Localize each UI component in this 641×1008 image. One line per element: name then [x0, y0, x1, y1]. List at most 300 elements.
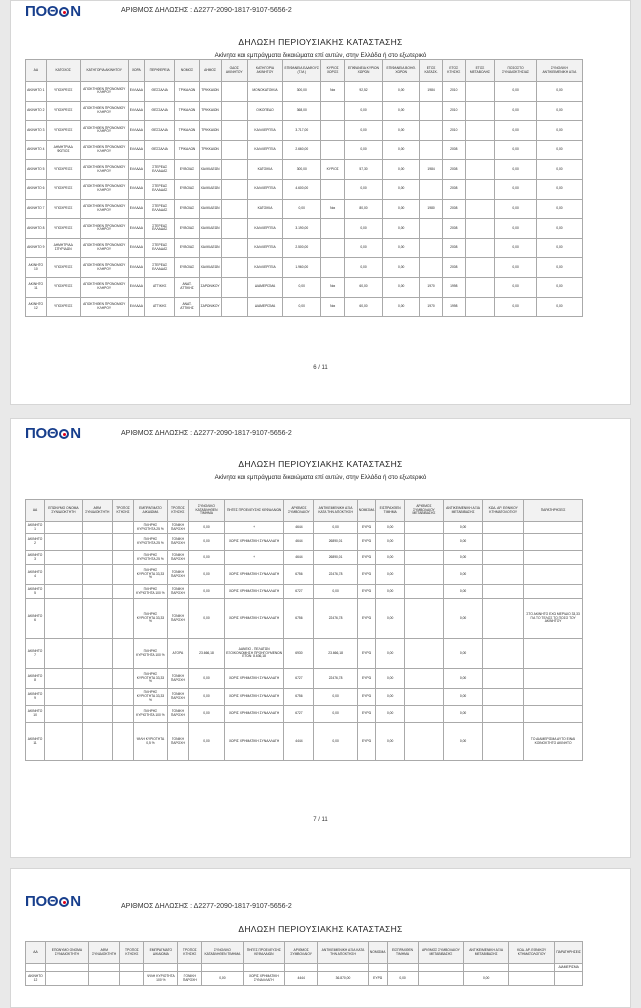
table-cell: ΕΥΒΟΙΑΣ	[175, 238, 199, 258]
table-row	[26, 551, 583, 565]
table-cell: 23.666,18	[189, 639, 225, 669]
table-cell: 0,00	[189, 534, 225, 551]
table-cell: ΜΟΝΟΚΑΤΟΙΚΙΑ	[247, 82, 282, 102]
table-cell: 0,00	[189, 522, 225, 534]
table-cell: ΑΚΙΝΗΤΟ 9	[26, 689, 45, 706]
table-cell: ΕΥΡΩ	[357, 723, 376, 761]
table-cell	[465, 238, 495, 258]
column-header: ΤΡΟΠΟΣ ΚΤΗΣΗΣ	[112, 500, 133, 522]
table-cell: 0,00	[189, 585, 225, 599]
page-header	[11, 419, 630, 449]
table-cell: ΔΗΜΗΤΡΙΑΔ ΦΩΤΙΟΣ	[46, 140, 80, 160]
table-cell: ΕΛΛΑΔΑ	[128, 160, 144, 180]
table-cell: 0,00	[495, 101, 536, 121]
table-cell	[420, 121, 443, 141]
document-page-7	[10, 418, 631, 858]
table-cell: 2010	[443, 121, 466, 141]
table-cell	[45, 706, 83, 723]
table-cell: ΑΚΙΝΗΤΟ 1	[26, 522, 45, 534]
table-cell: ΚΑΛΛΙΕΡΓΕΙΑ	[247, 258, 282, 278]
table-row	[26, 639, 583, 669]
table-cell: ΑΝΑΤ. ΑΤΤΙΚΗΣ	[175, 277, 199, 297]
table-cell	[387, 964, 418, 972]
table-cell: ΑΠΟΚΤΗΘΕΝ ΠΡΟΝΟΜΙΟΥ ΚΛΗΡΟΥ	[80, 297, 128, 317]
table-cell: 2008	[443, 160, 466, 180]
table-cell: ΕΛΛΑΔΑ	[128, 258, 144, 278]
table-cell: ΠΛΗΡΗΣ ΚΥΡΙΟΤΗΤΑ 100 %	[134, 585, 167, 599]
table-cell	[221, 101, 247, 121]
column-header: ΠΟΣΟΣΤΟ ΣΥΝΙΔΙΟΚΤΗΣΙΑΣ	[495, 60, 536, 82]
table-cell: 0,00	[376, 522, 405, 534]
table-cell: ΘΕΣΣΑΛΙΑ	[144, 101, 174, 121]
table-cell: 0,00	[536, 101, 582, 121]
table-cell: ΑΚΙΝΗΤΟ 2	[26, 101, 47, 121]
column-header: ΠΗΓΕΣ ΠΡΟΕΛΕΥΣΗΣ ΚΕΦΑΛΑΙΩΝ	[224, 500, 284, 522]
column-header: ΑΑ	[26, 942, 46, 964]
page-number: 6 / 11	[313, 365, 328, 371]
property-table	[25, 59, 583, 317]
column-header: ΕΤΟΣ ΜΕΤΑΒΟΛΗΣ	[465, 60, 495, 82]
table-cell	[112, 723, 133, 761]
column-header: ΚΑΤΗΓΟΡΙΑ ΑΚΙΝΗΤΟΥ	[80, 60, 128, 82]
table-cell: ΕΥΡΩ	[357, 639, 376, 669]
table-cell: 0,00	[189, 706, 225, 723]
table-cell: 6756	[284, 565, 314, 585]
table-cell: ΑΚΙΝΗΤΟ 11	[26, 277, 47, 297]
table-cell: ΠΛΗΡΗΣ ΚΥΡΙΟΤΗΤΑ 25 %	[134, 551, 167, 565]
table-cell	[524, 669, 583, 689]
table-cell: 0,00	[376, 706, 405, 723]
table-cell: 0,00	[536, 297, 582, 317]
table-cell	[178, 964, 202, 972]
table-cell: ΚΑΛΛΙΕΡΓΕΙΑ	[247, 121, 282, 141]
declaration-number: ΑΡΙΘΜΟΣ ΔΗΛΩΣΗΣ : Δ2277-2090-1817-9107-5656-2	[121, 903, 292, 910]
table-cell: ΕΛΛΑΔΑ	[128, 199, 144, 219]
table-cell: 0,00	[495, 277, 536, 297]
table-cell: 0,00	[189, 723, 225, 761]
table-cell: ΧΩΡΙΣ ΧΡΗΜΑΤΙΚΗ ΣΥΝΑΛΛΑΓΗ	[224, 565, 284, 585]
table-cell	[483, 706, 524, 723]
table-cell: 2008	[443, 219, 466, 239]
table-cell: +	[224, 522, 284, 534]
table-cell: Ναι	[321, 277, 344, 297]
table-cell: 3.717,00	[283, 121, 321, 141]
table-cell: ΧΩΡΙΣ ΧΡΗΜΑΤΙΚΗ ΣΥΝΑΛΛΑΓΗ	[224, 534, 284, 551]
table-cell	[465, 179, 495, 199]
table-cell: ΕΥΡΩ	[357, 689, 376, 706]
table-cell: 0,00	[383, 160, 420, 180]
table-cell	[112, 689, 133, 706]
table-cell: ΧΑΛΚΙΔΕΩΝ	[199, 199, 221, 219]
column-header: ΟΔΟΣ ΑΚΙΝΗΤΟΥ	[221, 60, 247, 82]
table-cell: 0,00	[443, 585, 482, 599]
document-title: ΔΗΛΩΣΗ ΠΕΡΙΟΥΣΙΑΚΗΣ ΚΑΤΑΣΤΑΣΗΣ	[238, 924, 403, 934]
table-cell: ΥΠΟΧΡΕΟΣ	[46, 101, 80, 121]
table-cell: ΑΚΙΝΗΤΟ 9	[26, 238, 47, 258]
table-row	[26, 669, 583, 689]
table-cell	[82, 689, 112, 706]
table-cell	[524, 689, 583, 706]
table-cell: 0,00	[376, 565, 405, 585]
table-cell: ΧΩΡΙΣ ΧΡΗΜΑΤΙΚΗ ΣΥΝΑΛΛΑΓΗ	[224, 599, 284, 639]
table-cell: ΓΟΝΙΚΗ ΠΑΡΟΧΗ	[167, 551, 189, 565]
table-row	[26, 689, 583, 706]
table-cell	[321, 179, 344, 199]
table-cell: 2008	[443, 258, 466, 278]
column-header: ΠΗΓΕΣ ΠΡΟΕΛΕΥΣΗΣ ΚΕΦΑΛΑΙΩΝ	[243, 942, 285, 964]
table-cell: ΥΠΟΧΡΕΟΣ	[46, 160, 80, 180]
table-cell	[524, 706, 583, 723]
table-cell: ΤΡΙΚΚΑΙΩΝ	[199, 101, 221, 121]
table-cell: ΨΙΛΗ ΚΥΡΙΟΤΗΤΑ 100 %	[144, 972, 178, 986]
table-cell	[45, 723, 83, 761]
table-cell	[321, 219, 344, 239]
table-cell	[318, 964, 369, 972]
table-cell: ΠΛΗΡΗΣ ΚΥΡΙΟΤΗΤΑ 25 %	[134, 522, 167, 534]
table-cell: ΤΡΙΚΑΛΩΝ	[175, 121, 199, 141]
table-cell: ΠΛΗΡΗΣ ΚΥΡΙΟΤΗΤΑ 25 %	[134, 534, 167, 551]
table-cell	[45, 522, 83, 534]
table-cell: 0,00	[495, 140, 536, 160]
table-cell: ΑΠΟΚΤΗΘΕΝ ΠΡΟΝΟΜΙΟΥ ΚΛΗΡΟΥ	[80, 258, 128, 278]
table-cell: ΚΑΛΛΙΕΡΓΕΙΑ	[247, 219, 282, 239]
table-cell	[524, 585, 583, 599]
table-cell: 0,00	[202, 972, 243, 986]
table-cell: 0,00	[383, 297, 420, 317]
table-cell: 0,00	[314, 723, 357, 761]
table-cell: ΠΛΗΡΗΣ ΚΥΡΙΟΤΗΤΑ 100 %	[134, 706, 167, 723]
table-cell: ΟΙΚΟΠΕΔΟ	[247, 101, 282, 121]
table-cell: 6727	[284, 669, 314, 689]
table-cell: 0,00	[536, 258, 582, 278]
table-cell	[321, 140, 344, 160]
table-cell: 0,00	[383, 258, 420, 278]
table-row	[26, 297, 583, 317]
column-header: ΚΩΔ. ΑΡ. ΕΘΝΙΚΟΥ ΚΤΗΜΑΤΟΛΟΓΙΟΥ	[483, 500, 524, 522]
document-title: ΔΗΛΩΣΗ ΠΕΡΙΟΥΣΙΑΚΗΣ ΚΑΤΑΣΤΑΣΗΣ	[238, 37, 403, 47]
table-cell: ΠΛΗΡΗΣ ΚΥΡΙΟΤΗΤΑ 33,33 %	[134, 689, 167, 706]
table-cell: ΥΠΟΧΡΕΟΣ	[46, 121, 80, 141]
table-cell: ΚΥΡΙΟΣ	[321, 160, 344, 180]
table-cell: ΠΛΗΡΗΣ ΚΥΡΙΟΤΗΤΑ 33,33 %	[134, 669, 167, 689]
table-cell: 2008	[443, 238, 466, 258]
table-cell: 0,00	[314, 689, 357, 706]
table-cell	[405, 689, 444, 706]
table-cell	[88, 964, 119, 972]
table-cell: 0,00	[536, 219, 582, 239]
table-cell	[112, 522, 133, 534]
table-cell: ΧΩΡΙΣ ΧΡΗΜΑΤΙΚΗ ΣΥΝΑΛΛΑΓΗ	[224, 689, 284, 706]
table-cell: ΕΥΡΩ	[357, 551, 376, 565]
table-cell	[45, 534, 83, 551]
table-cell: ΕΥΒΟΙΑΣ	[175, 160, 199, 180]
table-cell: ΧΩΡΙΣ ΧΡΗΜΑΤΙΚΗ ΣΥΝΑΛΛΑΓΗ	[224, 706, 284, 723]
table-cell: 2008	[443, 140, 466, 160]
column-header: ΑΑ	[26, 500, 45, 522]
table-cell: ΥΠΟΧΡΕΟΣ	[46, 258, 80, 278]
table-cell: 300,00	[283, 82, 321, 102]
table-cell: 0,00	[344, 258, 382, 278]
column-header: ΑΦΜ ΣΥΝΙΔΙΟΚΤΗΤΗ	[82, 500, 112, 522]
table-cell	[420, 258, 443, 278]
table-cell	[112, 706, 133, 723]
table-cell: ΕΥΒΟΙΑΣ	[175, 199, 199, 219]
table-cell	[405, 565, 444, 585]
table-cell: ΕΛΛΑΔΑ	[128, 121, 144, 141]
table-cell: Ναι	[321, 297, 344, 317]
table-cell	[112, 551, 133, 565]
table-cell: 0,00	[344, 101, 382, 121]
table-cell: 2010	[443, 82, 466, 102]
table-cell	[285, 964, 318, 972]
table-cell: 1984	[420, 82, 443, 102]
table-cell: ΣΤΕΡΕΑΣ ΕΛΛΑΔΑΣ	[144, 160, 174, 180]
table-row	[26, 199, 583, 219]
table-row	[26, 723, 583, 761]
column-header: ΝΟΜΙΣΜΑ	[368, 942, 387, 964]
table-cell: 0,00	[495, 219, 536, 239]
table-cell: 0,00	[189, 599, 225, 639]
declaration-number: ΑΡΙΘΜΟΣ ΔΗΛΩΣΗΣ : Δ2277-2090-1817-9107-5656-2	[121, 430, 292, 437]
pothen-logo: ΠΟΘ Ν	[25, 893, 81, 910]
table-cell: 0,00	[189, 565, 225, 585]
table-cell: 2.500,00	[283, 238, 321, 258]
table-cell	[243, 964, 285, 972]
table-cell: ΑΚΙΝΗΤΟ 4	[26, 140, 47, 160]
table-cell	[221, 258, 247, 278]
table-cell: ΑΚΙΝΗΤΟ 3	[26, 121, 47, 141]
table-cell	[524, 565, 583, 585]
table-cell: 0,00	[376, 689, 405, 706]
table-cell	[483, 585, 524, 599]
table-cell	[82, 551, 112, 565]
column-header: ΑΝΤΙΚΕΙΜΕΝΙΚΗ ΑΞΙΑ ΚΑΤΑ ΤΗΝ ΑΠΟΚΤΗΣΗ	[318, 942, 369, 964]
table-cell: ΔΑΝΕΙΟ - ΠΕΛΑΤΩΝ ΕΞΟΙΚΟΝΟΜΗΣΗ ΠΡΟΗΓΟΥΜΕΝΩΝ ΕΤΩΝ: 8.636,18	[224, 639, 284, 669]
table-cell: 0,00	[283, 277, 321, 297]
table-cell: Ναι	[321, 82, 344, 102]
table-cell: 26890,01	[314, 551, 357, 565]
table-cell	[420, 238, 443, 258]
column-header: ΚΥΡΙΟΣ ΧΩΡΟΣ	[321, 60, 344, 82]
table-cell: 0,00	[314, 706, 357, 723]
table-cell	[45, 964, 88, 972]
table-cell	[120, 972, 144, 986]
table-cell: 0,00	[344, 219, 382, 239]
table-cell: ΤΡΙΚΑΛΩΝ	[175, 140, 199, 160]
column-header: ΑΡΙΘΜΟΣ ΣΥΜΒΟΛΑΙΟΥ ΜΕΤΑΒΙΒΑΣΗΣ	[418, 942, 464, 964]
table-cell: 22476,78	[314, 599, 357, 639]
page-number: 7 / 11	[313, 817, 328, 823]
table-cell: ΕΛΛΑΔΑ	[128, 140, 144, 160]
table-cell	[221, 277, 247, 297]
table-cell: 1.960,00	[283, 258, 321, 278]
table-cell: ΣΑΡΩΝΙΚΟΥ	[199, 277, 221, 297]
table-cell: 2010	[443, 101, 466, 121]
table-cell: ΑΠΟΚΤΗΘΕΝ ΠΡΟΝΟΜΙΟΥ ΚΛΗΡΟΥ	[80, 219, 128, 239]
table-cell: ΣΤΕΡΕΑΣ ΕΛΛΑΔΑΣ	[144, 238, 174, 258]
column-header: ΕΠΩΝΥΜΟ ΟΝΟΜΑ ΣΥΝΙΔΙΟΚΤΗΤΗ	[45, 500, 83, 522]
table-row	[26, 522, 583, 534]
table-cell	[465, 258, 495, 278]
table-cell: ΠΛΗΡΗΣ ΚΥΡΙΟΤΗΤΑ 33,33 %	[134, 599, 167, 639]
table-cell: 60,00	[344, 277, 382, 297]
table-cell: 0,00	[536, 238, 582, 258]
table-cell: ΥΠΟΧΡΕΟΣ	[46, 297, 80, 317]
table-cell: 0,00	[387, 972, 418, 986]
table-cell	[465, 297, 495, 317]
column-header: ΕΠΙΦΑΝΕΙΑ ΚΥΡΙΩΝ ΧΩΡΩΝ	[344, 60, 382, 82]
table-row	[26, 179, 583, 199]
table-cell: 0,00	[383, 140, 420, 160]
table-cell: ΠΛΗΡΗΣ ΚΥΡΙΟΤΗΤΑ 33,33 %	[134, 565, 167, 585]
table-cell: 0,00	[443, 639, 482, 669]
column-header: ΕΤΟΣ ΚΤΗΣΗΣ	[443, 60, 466, 82]
column-header: ΣΥΝΟΛΙΚΗ ΑΝΤΙΚΕΙΜΕΝΙΚΗ ΑΞΙΑ	[536, 60, 582, 82]
column-header: ΠΕΡΙΦΕΡΕΙΑ	[144, 60, 174, 82]
table-cell: ΥΠΟΧΡΕΟΣ	[46, 199, 80, 219]
table-cell: ΕΛΛΑΔΑ	[128, 179, 144, 199]
table-cell	[82, 585, 112, 599]
table-cell: 4644	[284, 551, 314, 565]
column-header: ΑΡΙΘΜΟΣ ΣΥΜΒΟΛΑΙΟΥ ΜΕΤΑΒΙΒΑΣΗΣ	[405, 500, 444, 522]
table-cell	[465, 101, 495, 121]
table-cell	[221, 160, 247, 180]
table-cell: 0,00	[495, 121, 536, 141]
table-cell	[465, 219, 495, 239]
table-row	[26, 121, 583, 141]
column-header: ΚΩΔ. ΑΡ. ΕΘΝΙΚΟΥ ΚΤΗΜΑΤΟΛΟΓΙΟΥ	[509, 942, 555, 964]
table-cell	[82, 534, 112, 551]
column-header: ΣΥΝΟΛΙΚΟ ΚΑΤΑΒΛΗΘΕΝ ΤΙΜΗΜΑ	[189, 500, 225, 522]
table-cell: ΑΚΙΝΗΤΟ 8	[26, 219, 47, 239]
table-row	[26, 277, 583, 297]
column-header: ΕΙΣΠΡΑΧΘΕΝ ΤΙΜΗΜΑ	[387, 942, 418, 964]
table-cell: 0,00	[344, 121, 382, 141]
table-cell: ΨΙΛΗ ΚΥΡΙΟΤΗΤΑ 0,5 %	[134, 723, 167, 761]
table-cell: 0,00	[344, 140, 382, 160]
table-cell: 0,00	[536, 140, 582, 160]
table-cell: ΧΩΡΙΣ ΧΡΗΜΑΤΙΚΗ ΣΥΝΑΛΛΑΓΗ	[243, 972, 285, 986]
table-cell: 0,00	[443, 565, 482, 585]
table-cell: ΤΡΙΚΚΑΙΩΝ	[199, 140, 221, 160]
table-cell	[202, 964, 243, 972]
table-row	[26, 565, 583, 585]
table-cell: 0,00	[495, 297, 536, 317]
table-cell	[420, 219, 443, 239]
table-cell: 57,30	[344, 160, 382, 180]
table-cell: 0,00	[536, 160, 582, 180]
column-header: ΕΠΙΦΑΝΕΙΑ ΕΔΑΦΟΥΣ (Τ.Μ.)	[283, 60, 321, 82]
table-cell	[88, 972, 119, 986]
table-cell	[82, 669, 112, 689]
table-cell	[82, 599, 112, 639]
acquisition-table	[25, 499, 583, 761]
table-cell	[26, 964, 46, 972]
table-cell: ΑΚΙΝΗΤΟ 5	[26, 585, 45, 599]
table-cell: ΧΑΛΚΙΔΕΩΝ	[199, 179, 221, 199]
table-cell: ΘΕΣΣΑΛΙΑ	[144, 121, 174, 141]
table-cell: ΑΝΑΤ. ΑΤΤΙΚΗΣ	[175, 297, 199, 317]
table-cell: 0,00	[536, 121, 582, 141]
table-cell: ΕΥΡΩ	[357, 565, 376, 585]
table-cell: ΓΟΝΙΚΗ ΠΑΡΟΧΗ	[167, 565, 189, 585]
table-cell: ΑΚΙΝΗΤΟ 3	[26, 551, 45, 565]
table-cell	[465, 277, 495, 297]
table-cell: ΑΠΟΚΤΗΘΕΝ ΠΡΟΝΟΜΙΟΥ ΚΛΗΡΟΥ	[80, 140, 128, 160]
table-cell: ΧΩΡΙΣ ΧΡΗΜΑΤΙΚΗ ΣΥΝΑΛΛΑΓΗ	[224, 669, 284, 689]
table-cell: ΕΛΛΑΔΑ	[128, 238, 144, 258]
table-cell: ΔΙΑΜΕΡΙΣΜΑ	[247, 277, 282, 297]
table-cell: 1980	[420, 199, 443, 219]
table-cell: 0,00	[189, 689, 225, 706]
table-cell	[321, 238, 344, 258]
table-cell	[555, 972, 583, 986]
column-header: ΣΥΝΟΛΙΚΟ ΚΑΤΑΒΛΗΘΕΝ ΤΙΜΗΜΑ	[202, 942, 243, 964]
table-cell: ΘΕΣΣΑΛΙΑ	[144, 82, 174, 102]
table-cell: ΣΤΟ ΑΚΙΝΗΤΟ ΕΧΩ ΜΕΡΙΔΙΟ 33,33 ΓΙΑ ΤΟ ΤΕΛΟΣ ΤΟ ΠΟΣΟ ΤΟΥ ΑΚΙΝΗΤΟΥ	[524, 599, 583, 639]
column-header: ΕΙΣΠΡΑΧΘΕΝ ΤΙΜΗΜΑ	[376, 500, 405, 522]
table-cell: 2008	[443, 199, 466, 219]
column-header: ΑΝΤΙΚΕΙΜΕΝΙΚΗ ΑΞΙΑ ΜΕΤΑΒΙΒΑΣΗΣ	[464, 942, 509, 964]
table-cell: ΣΤΕΡΕΑΣ ΕΛΛΑΔΑΣ	[144, 179, 174, 199]
table-cell	[524, 522, 583, 534]
table-cell: 0,00	[376, 599, 405, 639]
table-cell: 0,00	[495, 258, 536, 278]
table-cell: 0,00	[443, 669, 482, 689]
table-cell: ΧΑΛΚΙΔΕΩΝ	[199, 219, 221, 239]
table-cell: 0,00	[495, 238, 536, 258]
table-cell	[112, 534, 133, 551]
table-cell	[483, 551, 524, 565]
table-cell: ΑΤΤΙΚΗΣ	[144, 297, 174, 317]
column-header: ΑΝΤΙΚΕΙΜΕΝΙΚΗ ΑΞΙΑ ΚΑΤΑ ΤΗΝ ΑΠΟΚΤΗΣΗ	[314, 500, 357, 522]
table-cell: 1998	[443, 277, 466, 297]
table-cell: 0,00	[536, 199, 582, 219]
table-cell	[465, 199, 495, 219]
table-cell: ΕΥΡΩ	[357, 522, 376, 534]
table-cell	[45, 585, 83, 599]
table-cell	[405, 534, 444, 551]
table-cell: ΑΚΙΝΗΤΟ 4	[26, 565, 45, 585]
table-cell: ΤΟ ΔΙΑΜΕΡΙΣΜΑ ΑΥΤΟ ΕΙΝΑΙ ΚΟΙΝΟΚΤΗΤΟ ΑΚΙΝΗΤΟ	[524, 723, 583, 761]
table-cell: ΤΡΙΚΑΛΩΝ	[175, 101, 199, 121]
acquisition-table-continued	[25, 941, 583, 986]
table-cell	[321, 101, 344, 121]
table-cell: ΑΚΙΝΗΤΟ 7	[26, 639, 45, 669]
table-cell: 0,00	[443, 689, 482, 706]
table-cell: 6727	[284, 706, 314, 723]
table-cell: 0,00	[495, 82, 536, 102]
table-cell: 4444	[284, 723, 314, 761]
column-header: ΚΑΤΟΧΟΣ	[46, 60, 80, 82]
table-cell: ΕΛΛΑΔΑ	[128, 277, 144, 297]
table-cell: ΚΑΤΟΙΚΙΑ	[247, 199, 282, 219]
table-cell	[483, 639, 524, 669]
table-row	[26, 972, 583, 986]
table-cell: 80,00	[344, 199, 382, 219]
table-cell: ΑΚΙΝΗΤΟ 10	[26, 706, 45, 723]
table-cell: ΥΠΟΧΡΕΟΣ	[46, 82, 80, 102]
column-header: ΠΑΡΑΤΗΡΗΣΕΙΣ	[524, 500, 583, 522]
table-cell: ΧΑΛΚΙΔΕΩΝ	[199, 160, 221, 180]
table-cell: ΣΑΡΩΝΙΚΟΥ	[199, 297, 221, 317]
table-cell: ΤΡΙΚΚΑΙΩΝ	[199, 82, 221, 102]
document-page-8	[10, 868, 631, 1008]
table-cell: ΑΠΟΚΤΗΘΕΝ ΠΡΟΝΟΜΙΟΥ ΚΛΗΡΟΥ	[80, 199, 128, 219]
table-row	[26, 258, 583, 278]
table-cell: 6756	[284, 689, 314, 706]
table-cell	[45, 639, 83, 669]
